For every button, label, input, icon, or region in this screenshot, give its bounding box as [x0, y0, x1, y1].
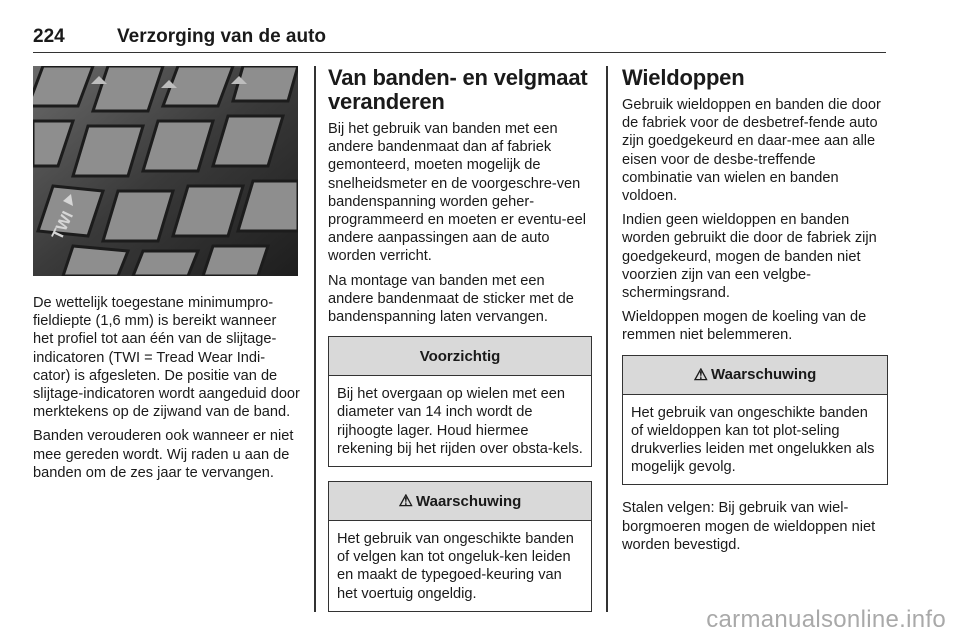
paragraph: Bij het gebruik van banden met een andere bandenmaat dan af fabriek gemonteerd, moeten mogelijk de snelheidsmeter en de voorgeschre-ven bandenspanning worden geher-programmeerd en moeten er eventu-eel andere aanpassingen aan de auto worden verricht. [328, 121, 586, 265]
section-heading: Wieldoppen [622, 65, 745, 90]
warning-triangle-icon: ⚠ [693, 366, 709, 384]
column-3 [622, 66, 888, 560]
warning-box-text: Het gebruik van ongeschikte banden of wieldoppen kan tot plot-seling drukverlies leiden met ongelukken als mogelijk gevolg. [631, 404, 875, 476]
page-title: Verzorging van de auto [117, 26, 327, 47]
paragraph: Stalen velgen: Bij gebruik van wiel-borgmoeren mogen de wieldoppen niet worden bevestigd. [622, 500, 876, 553]
twi-marking: TWI [49, 208, 78, 243]
section-heading: Van banden- en velgmaat veranderen [328, 65, 588, 114]
page-header [33, 22, 886, 53]
column-divider [314, 66, 316, 612]
column-1 [33, 66, 300, 488]
paragraph: Na montage van banden met een andere bandenmaat de sticker met de bandenspanning laten vervangen. [328, 272, 574, 326]
warning-box-title: Waarschuwing [416, 492, 522, 510]
caution-box-title: Voorzichtig [329, 337, 591, 376]
caution-box [328, 336, 592, 467]
warning-triangle-icon: ⚠ [398, 493, 414, 511]
page-number: 224 [33, 26, 65, 47]
column-divider [606, 66, 608, 612]
paragraph: Indien geen wieldoppen en banden worden gebruikt die door de fabriek zijn goedgekeurd, mogen de banden niet voorzien zijn van een velgbe-schermingsrand. [622, 212, 877, 302]
warning-box-text: Het gebruik van ongeschikte banden of velgen kan tot ongeluk-ken leiden en maakt de typegoed-keuring van het voertuig ongeldig. [337, 531, 574, 602]
paragraph: Banden verouderen ook wanneer er niet mee gereden wordt. Wij raden u aan de banden om de zes jaar te vervangen. [33, 428, 294, 481]
paragraph: Gebruik wieldoppen en banden die door de fabriek voor de desbetref-fende auto zijn goedgekeurd en daar-mee aan alle eisen voor de desbe-treffende combinatie van wielen en banden voldoen. [622, 97, 881, 205]
warning-box-header [329, 482, 591, 521]
watermark-text: carmanualsonline.info [706, 606, 946, 633]
paragraph: Wieldoppen mogen de koeling van de remmen niet belemmeren. [622, 309, 867, 344]
warning-box-title: Waarschuwing [711, 366, 817, 384]
warning-box [328, 481, 592, 612]
paragraph: De wettelijk toegestane minimumpro-fieldiepte (1,6 mm) is bereikt wanneer het profiel tot aan één van de slijtage-indicatoren (TWI = Tread Wear Indi-cator) is afgesleten. De positie van de slijtage-indicatoren wordt aangeduid door merktekens op de zijwand van de band. [33, 295, 300, 421]
caution-box-text: Bij het overgaan op wielen met een diameter van 14 inch wordt de rijhoogte lager. Houd hiermee rekening bij het rijden over obsta-kels. [337, 386, 583, 457]
column-2 [328, 66, 592, 612]
warning-box-header [623, 356, 887, 395]
tire-tread-photo [33, 66, 298, 276]
warning-box [622, 355, 888, 486]
